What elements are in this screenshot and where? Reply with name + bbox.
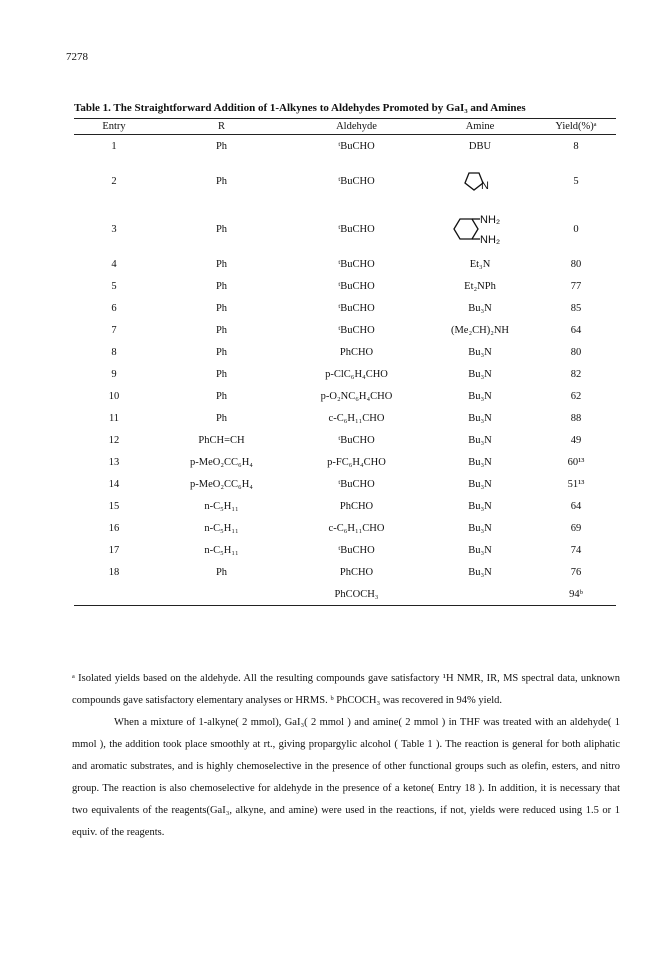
cell-r: Ph (215, 223, 228, 235)
cell-entry: 9 (111, 368, 117, 380)
cell-amine: Bu₃N (468, 522, 492, 534)
table-row (74, 451, 616, 473)
cell-amine: Bu₃N (468, 434, 492, 446)
cell-entry: 15 (108, 500, 120, 512)
cell-amine: Bu₃N (468, 390, 492, 402)
header-aldehyde: Aldehyde (289, 119, 424, 135)
cell-yield: 80 (570, 258, 582, 270)
cell-r (154, 583, 289, 606)
cell-aldehyde: ᵗBuCHO (338, 140, 375, 152)
table-container (74, 102, 616, 606)
results-table (74, 118, 616, 606)
cell-yield: 62 (570, 390, 582, 402)
body-paragraph: When a mixture of 1-alkyne( 2 mmol), GaI₃( 2 mmol ) and amine( 2 mmol ) in THF was treated with an aldehyde( 1 mmol ), the addition took place smoothly at rt., giving propargylic alcohol ( Table 1 ). The reaction is general for both aliphatic and aromatic substrates, and is highly chemoselective in the presence of other functional groups such as olefin, esters, and nitro group. The reaction is also chemoselective for aldehyde in the presence of a ketone( Entry 18 ). In addition, it is necessary that two equivalents of the reagents(GaI₃, alkyne, and amine) were used in the reactions, if not, yields were reduced using 1.5 or 1 equiv. of the reagents. (72, 717, 620, 838)
table-header-row (74, 119, 616, 135)
table-row (74, 135, 616, 158)
cell-aldehyde: ᵗBuCHO (338, 478, 375, 490)
header-entry: Entry (74, 119, 154, 135)
table-row (74, 297, 616, 319)
cell-yield: 77 (570, 280, 582, 292)
table-row (74, 517, 616, 539)
cell-amine: Et₃N (469, 258, 491, 270)
table-row (74, 157, 616, 205)
amine-label-top: NH₂ (480, 214, 501, 226)
cell-entry: 1 (111, 140, 117, 152)
cell-r: n-C₅H₁₁ (204, 544, 239, 556)
header-yield: Yield(%)ᵃ (536, 119, 616, 135)
cell-entry: 18 (108, 566, 120, 578)
page-number: 7278 (66, 51, 88, 63)
cell-amine (424, 205, 536, 253)
cell-yield: 74 (570, 544, 582, 556)
cell-aldehyde: PhCHO (339, 346, 374, 358)
cell-yield: 8 (573, 140, 579, 152)
cell-r: p-MeO₂CC₆H₄ (190, 456, 253, 468)
table-row (74, 363, 616, 385)
cell-r: Ph (215, 280, 228, 292)
table-row (74, 319, 616, 341)
cell-entry: 10 (108, 390, 120, 402)
cell-entry: 5 (111, 280, 117, 292)
cell-r: PhCH=CH (198, 434, 245, 446)
cell-entry: 13 (108, 456, 120, 468)
table-row (74, 561, 616, 583)
cell-yield: 0 (573, 223, 579, 235)
cell-r: n-C₅H₁₁ (204, 522, 239, 534)
table-row (74, 429, 616, 451)
cell-yield: 82 (570, 368, 582, 380)
cell-amine: Bu₃N (468, 412, 492, 424)
cell-r: Ph (215, 175, 228, 187)
cell-amine: Bu₃N (468, 368, 492, 380)
cell-amine: Bu₃N (468, 544, 492, 556)
cell-aldehyde: ᵗBuCHO (338, 544, 375, 556)
cell-amine: Bu₃N (468, 456, 492, 468)
cell-yield: 85 (570, 302, 582, 314)
cell-amine: Bu₃N (468, 346, 492, 358)
cell-entry (74, 583, 154, 606)
cell-entry: 17 (108, 544, 120, 556)
table-footnote: ᵃ Isolated yields based on the aldehyde. All the resulting compounds gave satisfactory ¹H NMR, IR, MS spectral data, unknown compounds gave satisfactory elementary analyses or HRMS. ᵇ PhCOCH₃ was recovered in 94% yield. (72, 673, 620, 706)
cell-yield: 76 (570, 566, 582, 578)
cell-aldehyde: ᵗBuCHO (338, 175, 375, 187)
cell-yield: 49 (570, 434, 582, 446)
cell-aldehyde: PhCOCH₃ (289, 583, 424, 606)
cell-r: Ph (215, 302, 228, 314)
cell-yield: 64 (570, 500, 582, 512)
cell-r: Ph (215, 566, 228, 578)
cell-entry: 6 (111, 302, 117, 314)
cell-aldehyde: ᵗBuCHO (338, 434, 375, 446)
cell-r: Ph (215, 324, 228, 336)
cell-yield: 64 (570, 324, 582, 336)
table-row (74, 473, 616, 495)
cell-amine: Bu₃N (468, 500, 492, 512)
cell-aldehyde: PhCHO (339, 566, 374, 578)
cell-amine: DBU (468, 140, 492, 152)
table-row (74, 407, 616, 429)
cell-entry: 2 (111, 175, 117, 187)
cell-aldehyde: p-O₂NC₆H₄CHO (320, 390, 393, 402)
cell-entry: 16 (108, 522, 120, 534)
cell-aldehyde: c-C₆H₁₁CHO (328, 522, 385, 534)
cell-entry: 7 (111, 324, 117, 336)
cell-amine (424, 157, 536, 205)
cell-amine: Bu₃N (468, 302, 492, 314)
cell-yield: 80 (570, 346, 582, 358)
cell-amine: (Me₂CH)₂NH (450, 324, 510, 336)
cell-yield: 69 (570, 522, 582, 534)
cell-yield: 60¹³ (567, 456, 585, 468)
header-r: R (154, 119, 289, 135)
table-row (74, 205, 616, 253)
cell-aldehyde: ᵗBuCHO (338, 223, 375, 235)
cell-amine: Bu₃N (468, 478, 492, 490)
cyclohexanediamine-structure-icon (448, 212, 512, 246)
pyrrolidine-n-label: N (481, 180, 489, 192)
cell-yield: 5 (573, 175, 579, 187)
cell-r: Ph (215, 140, 228, 152)
table-row (74, 385, 616, 407)
pyrrolidine-structure-icon (460, 167, 500, 195)
cell-entry: 11 (108, 412, 120, 424)
cell-amine (424, 583, 536, 606)
cell-aldehyde: p-FC₆H₄CHO (327, 456, 386, 468)
cell-r: Ph (215, 346, 228, 358)
cell-yield: 88 (570, 412, 582, 424)
table-row (74, 253, 616, 275)
cell-entry: 8 (111, 346, 117, 358)
cell-aldehyde: p-ClC₆H₄CHO (325, 368, 388, 380)
table-row (74, 539, 616, 561)
cell-r: Ph (215, 412, 228, 424)
amine-label-bottom: NH₂ (480, 234, 501, 246)
table-row (74, 495, 616, 517)
cell-r: Ph (215, 258, 228, 270)
header-amine: Amine (424, 119, 536, 135)
table-row (74, 341, 616, 363)
cell-r: p-MeO₂CC₆H₄ (190, 478, 253, 490)
cell-aldehyde: PhCHO (339, 500, 374, 512)
cell-yield: 94ᵇ (536, 583, 616, 606)
cell-aldehyde: ᵗBuCHO (338, 302, 375, 314)
table-row (74, 275, 616, 297)
cell-entry: 12 (108, 434, 120, 446)
table-row (74, 583, 616, 606)
cell-entry: 4 (111, 258, 117, 270)
cell-amine: Et₂NPh (464, 280, 496, 292)
cell-entry: 3 (111, 223, 117, 235)
cell-r: Ph (215, 390, 228, 402)
cell-amine: Bu₃N (468, 566, 492, 578)
cell-r: n-C₅H₁₁ (204, 500, 239, 512)
cell-r: Ph (215, 368, 228, 380)
cell-aldehyde: ᵗBuCHO (338, 324, 375, 336)
cell-entry: 14 (108, 478, 120, 490)
cell-yield: 51¹³ (567, 478, 585, 490)
cell-aldehyde: c-C₆H₁₁CHO (328, 412, 385, 424)
cell-aldehyde: ᵗBuCHO (338, 280, 375, 292)
text-block (72, 668, 620, 844)
cell-aldehyde: ᵗBuCHO (338, 258, 375, 270)
table-caption: Table 1. The Straightforward Addition of 1-Alkynes to Aldehydes Promoted by GaI₃ and Amines (74, 102, 526, 114)
